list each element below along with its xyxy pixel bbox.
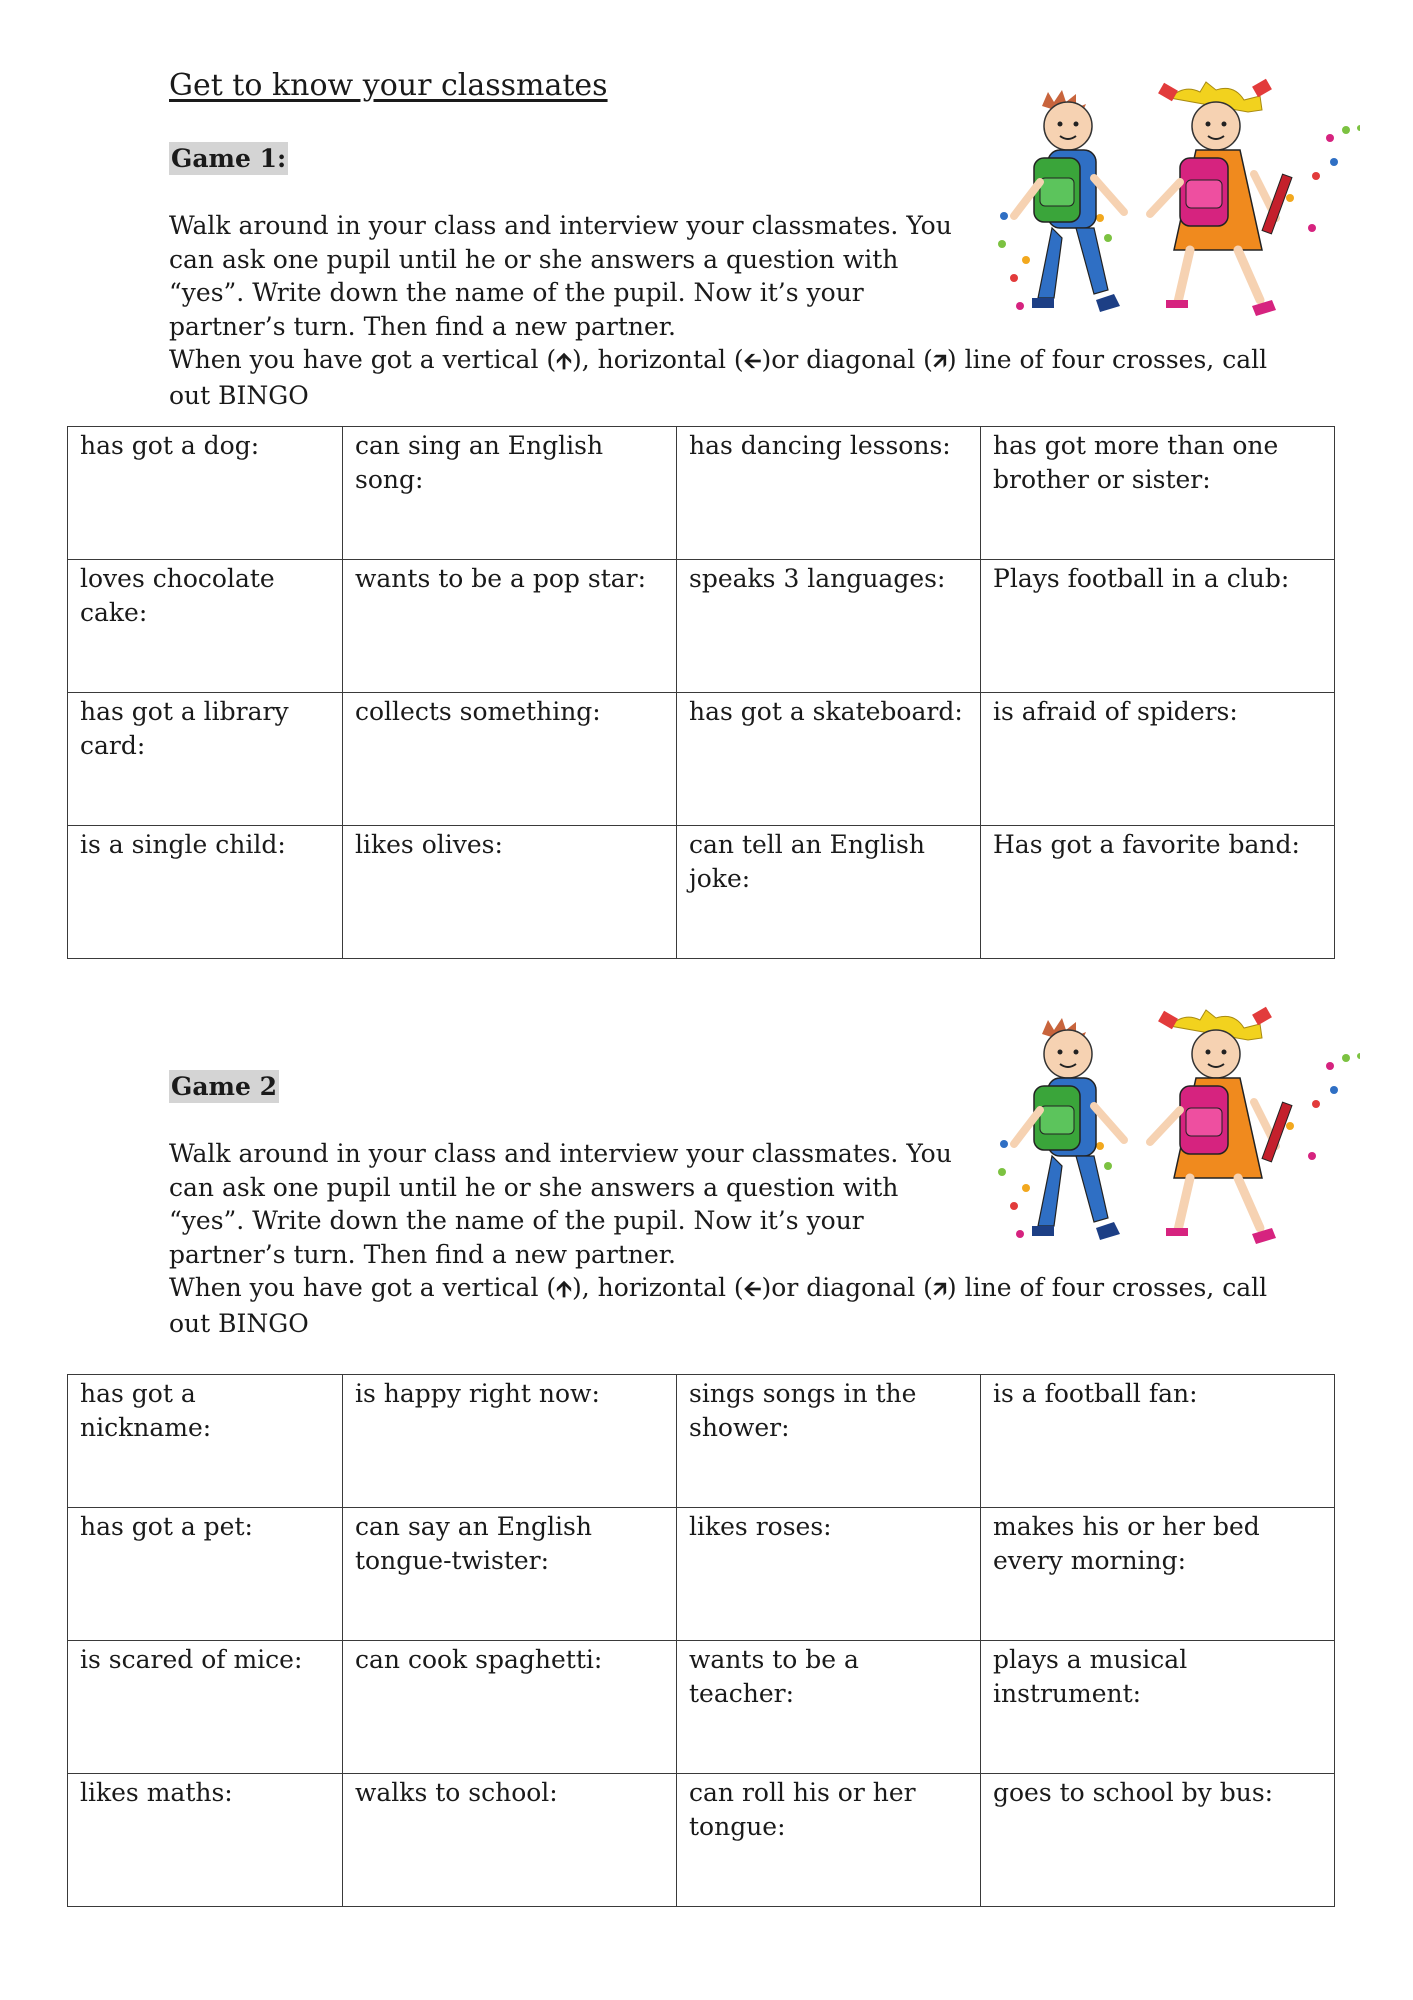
game-2-instructions-para1: Walk around in your class and interview your classmates. You can ask one pupil until he or she answers a question with “yes”. Write down the name of the pupil. Now it’s your partner’s turn. Then find a new partner. (169, 1139, 952, 1269)
bingo-cell[interactable]: is a single child: (68, 826, 343, 959)
boy-figure (1014, 1018, 1124, 1240)
bingo-cell[interactable]: collects something: (343, 693, 677, 826)
bingo-cell[interactable]: sings songs in the shower: (677, 1375, 981, 1508)
bingo-cell[interactable]: has got a dog: (68, 427, 343, 560)
bingo-cell[interactable]: is happy right now: (343, 1375, 677, 1508)
bingo-cell[interactable]: likes olives: (343, 826, 677, 959)
bingo-cell[interactable]: can sing an English song: (343, 427, 677, 560)
game-1-bingo-grid (67, 426, 1335, 959)
bingo-cell[interactable]: has got a library card: (68, 693, 343, 826)
table-row (68, 693, 1335, 826)
bingo-cell[interactable]: goes to school by bus: (981, 1774, 1335, 1907)
game-2-bingo-grid (67, 1374, 1335, 1907)
instr-text-part: When you have got a vertical ( (169, 345, 557, 374)
table-row (68, 1774, 1335, 1907)
bingo-cell[interactable]: plays a musical instrument: (981, 1641, 1335, 1774)
instr-text-part: )or diagonal ( (761, 345, 933, 374)
bingo-cell[interactable]: wants to be a pop star: (343, 560, 677, 693)
table-row (68, 1641, 1335, 1774)
bingo-cell[interactable]: wants to be a teacher: (677, 1641, 981, 1774)
arrow-up-icon: 🡩 (556, 1277, 572, 1302)
bingo-cell[interactable]: can tell an English joke: (677, 826, 981, 959)
game-1-instructions-para1: Walk around in your class and interview your classmates. You can ask one pupil until he or she answers a question with “yes”. Write down the name of the pupil. Now it’s your partner’s turn. Then find a new partner. (169, 211, 952, 341)
bingo-cell[interactable]: has got a pet: (68, 1508, 343, 1641)
girl-figure (1150, 79, 1292, 316)
bingo-cell[interactable]: Plays football in a club: (981, 560, 1335, 693)
bingo-cell[interactable]: can roll his or her tongue: (677, 1774, 981, 1907)
bingo-cell[interactable]: has got a nickname: (68, 1375, 343, 1508)
arrow-up-icon: 🡩 (556, 349, 572, 374)
bingo-cell[interactable]: makes his or her bed every morning: (981, 1508, 1335, 1641)
bingo-cell[interactable]: loves chocolate cake: (68, 560, 343, 693)
game-1-instructions-para2 (169, 343, 1309, 412)
table-row (68, 1508, 1335, 1641)
bingo-cell[interactable]: has got a skateboard: (677, 693, 981, 826)
bingo-cell[interactable]: speaks 3 languages: (677, 560, 981, 693)
game-2-instructions-para2 (169, 1271, 1309, 1340)
game-1-heading: Game 1: (171, 144, 287, 173)
bingo-cell[interactable]: is afraid of spiders: (981, 693, 1335, 826)
page-title: Get to know your classmates (169, 68, 608, 103)
bingo-cell[interactable]: likes maths: (68, 1774, 343, 1907)
bingo-cell[interactable]: likes roses: (677, 1508, 981, 1641)
bingo-cell[interactable]: is a football fan: (981, 1375, 1335, 1508)
children-with-backpacks-illustration (990, 78, 1360, 338)
arrow-left-icon: 🡨 (743, 349, 762, 374)
table-row (68, 427, 1335, 560)
bingo-cell[interactable]: walks to school: (343, 1774, 677, 1907)
bingo-cell[interactable]: has dancing lessons: (677, 427, 981, 560)
arrow-left-icon: 🡨 (743, 1277, 762, 1302)
bingo-cell[interactable]: can cook spaghetti: (343, 1641, 677, 1774)
table-row (68, 1375, 1335, 1508)
bingo-cell[interactable]: can say an English tongue-twister: (343, 1508, 677, 1641)
instr-text-part: When you have got a vertical ( (169, 1273, 557, 1302)
girl-figure (1150, 1007, 1292, 1244)
bingo-cell[interactable]: is scared of mice: (68, 1641, 343, 1774)
arrow-up-right-icon: 🡭 (932, 349, 947, 374)
arrow-up-right-icon: 🡭 (932, 1277, 947, 1302)
table-row (68, 560, 1335, 693)
game-2-heading: Game 2 (171, 1072, 278, 1101)
instr-text-part: ) line of four crosses, call out BINGO (169, 345, 1268, 410)
instr-text-part: )or diagonal ( (761, 1273, 933, 1302)
table-row (68, 826, 1335, 959)
instr-text-part: ), horizontal ( (571, 345, 744, 374)
bingo-cell[interactable]: Has got a favorite band: (981, 826, 1335, 959)
instr-text-part: ) line of four crosses, call out BINGO (169, 1273, 1268, 1338)
children-with-backpacks-illustration (990, 1006, 1360, 1266)
boy-figure (1014, 90, 1124, 312)
instr-text-part: ), horizontal ( (571, 1273, 744, 1302)
bingo-cell[interactable]: has got more than one brother or sister: (981, 427, 1335, 560)
